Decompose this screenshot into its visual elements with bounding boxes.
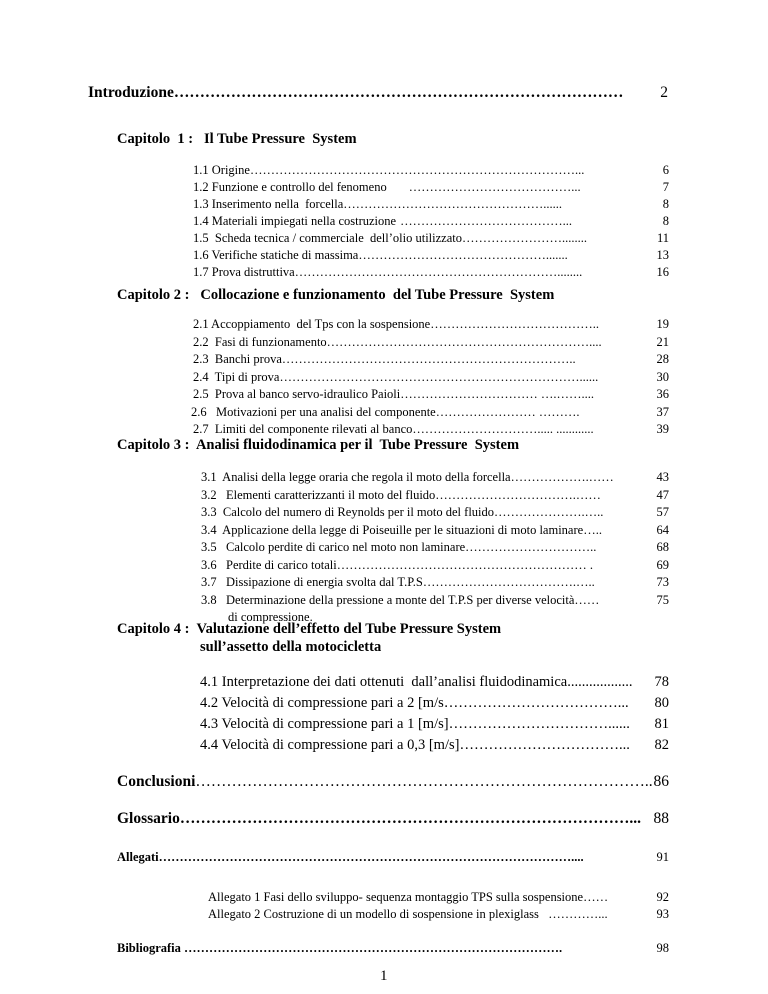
entry-page: 37 <box>656 404 669 419</box>
leader-dots: ………………….….. <box>494 505 604 519</box>
leader-dots: ……………………………………………………………………………... <box>179 810 641 827</box>
chapter-4-heading-line2: sull’assetto della motocicletta <box>200 639 382 655</box>
leader-dots: ………………………………………………………........ <box>294 265 583 279</box>
toc-entry <box>193 213 669 230</box>
entry-text: 4.2 Velocità di compressione pari a 2 [m/s <box>200 695 444 711</box>
leader-dots: ……………………………………………………………………... <box>249 163 585 177</box>
entry-page: 80 <box>654 695 669 711</box>
entry-page: 47 <box>656 487 669 502</box>
toc-entry <box>193 421 669 439</box>
toc-entry <box>193 351 669 369</box>
entry-text: 3.8 Determinazione della pressione a monte del T.P.S per diverse velocità <box>201 592 575 607</box>
entry-continuation: di compressione. <box>228 610 313 624</box>
leader-dots: ……………………………………………………………………………………….... <box>158 850 587 864</box>
entry-text: 1.4 Materiali impiegati nella costruzione <box>193 214 397 228</box>
toc-entry <box>193 386 669 404</box>
entry-page: 39 <box>656 422 669 436</box>
entry-text: 3.2 Elementi caratterizzanti il moto del fluido <box>201 487 436 502</box>
toc-entry <box>193 334 669 352</box>
toc-entry <box>200 693 669 714</box>
chapter-1-entries <box>193 162 669 281</box>
toc-entry <box>201 522 669 540</box>
entry-page: 11 <box>656 231 669 245</box>
leader-dots: ……………………………….….. <box>422 575 595 589</box>
leader-dots: …………………………………... <box>408 180 581 194</box>
page-number: 1 <box>380 968 388 984</box>
leader-dots: …………………………………………...... <box>343 197 563 211</box>
leader-dots: …… <box>583 890 609 904</box>
leader-dots: ….. <box>583 522 602 537</box>
entry-text: 2.7 Limiti del componente rilevati al banco <box>193 422 413 436</box>
toc-entry <box>193 316 669 334</box>
entry-text: Allegato 1 Fasi dello sviluppo- sequenza montaggio TPS sulla sospensione <box>208 890 584 904</box>
entry-page: 30 <box>656 369 669 384</box>
entry-text: 3.7 Dissipazione di energia svolta dal T.P.S <box>201 575 423 589</box>
chapter-3-entries <box>201 469 669 627</box>
leader-dots: ………………………….. <box>465 540 597 554</box>
chapter-3-heading: Capitolo 3 : Analisi fluidodinamica per il Tube Pressure System <box>117 437 520 453</box>
toc-entry <box>193 196 669 213</box>
entry-page: 13 <box>656 248 669 262</box>
entry-text: 4.4 Velocità di compressione pari a 0,3 [m/s] <box>200 737 460 753</box>
leader-dots: ………………………………... <box>443 695 629 711</box>
entry-page: 69 <box>656 557 669 572</box>
leader-dots: …………………… ………. <box>435 404 580 419</box>
toc-entry <box>201 592 669 610</box>
leader-dots: …………………………….…… <box>435 487 601 502</box>
toc-entry <box>200 714 669 735</box>
toc-page: 2 <box>660 84 668 101</box>
entry-page: 28 <box>656 352 669 366</box>
entry-text: 3.5 Calcolo perdite di carico nel moto non laminare <box>201 540 466 554</box>
entry-text: 1.1 Origine <box>193 163 250 177</box>
entry-page: 21 <box>656 334 669 349</box>
entry-text: 1.3 Inserimento nella forcella <box>193 197 344 211</box>
toc-allegati <box>117 850 669 865</box>
chapter-4-heading: Capitolo 4 : Valutazione dell’effetto del Tube Pressure System <box>117 621 502 637</box>
toc-introduzione <box>88 84 668 102</box>
entry-text: 3.6 Perdite di carico totali <box>201 557 337 572</box>
entry-text: 2.2 Fasi di funzionamento <box>193 334 327 349</box>
leader-dots: …… <box>574 592 600 607</box>
leader-dots: …………………………………………………………….. <box>281 352 576 366</box>
toc-entry <box>193 230 669 247</box>
entry-page: 16 <box>656 265 669 279</box>
chapter-2-entries <box>193 316 669 439</box>
leader-dots: ……………………………………………………….... <box>326 334 602 349</box>
entry-text: 3.3 Calcolo del numero di Reynolds per il moto del fluido <box>201 505 495 519</box>
entry-text: 1.7 Prova distruttiva <box>193 265 295 279</box>
entry-page: 57 <box>656 505 669 519</box>
entry-page: 73 <box>656 575 669 589</box>
entry-text: 2.6 Motivazioni per una analisi del componente <box>191 404 436 419</box>
entry-text: 3.1 Analisi della legge oraria che regola il moto della forcella <box>201 470 511 484</box>
leader-dots: …………………………… ….…….... <box>400 387 594 401</box>
entry-text: 1.6 Verifiche statiche di massima <box>193 248 359 262</box>
toc-entry <box>201 469 669 487</box>
entry-text: 2.1 Accoppiamento del Tps con la sospensione <box>193 317 431 331</box>
toc-label: Glossario <box>117 810 180 827</box>
toc-page: 98 <box>656 941 669 955</box>
entry-page: 64 <box>656 522 669 537</box>
entry-page: 78 <box>654 674 669 690</box>
leader-dots: …………………………………………………………………………….. <box>195 773 653 790</box>
toc-entry <box>193 179 669 196</box>
leader-dots: ……………………………...... <box>448 716 630 732</box>
entry-page: 7 <box>662 180 669 194</box>
entry-text: 2.4 Tipi di prova <box>193 369 280 384</box>
entry-page: 92 <box>656 890 669 904</box>
entry-text: Allegato 2 Costruzione di un modello di sospensione in plexiglass <box>208 907 539 921</box>
entry-page: 93 <box>656 907 669 921</box>
leader-dots: .................. <box>567 674 633 690</box>
toc-page: 91 <box>656 850 669 864</box>
leader-dots: ……………………........ <box>462 231 587 245</box>
entry-page: 68 <box>656 540 669 554</box>
leader-dots: …………………………………………………… . <box>336 557 593 572</box>
entry-page: 43 <box>656 470 669 484</box>
entry-text: 3.4 Applicazione della legge di Poiseuille per le situazioni di moto laminare <box>201 522 584 537</box>
toc-entry <box>193 264 669 281</box>
toc-entry <box>201 539 669 557</box>
allegati-items <box>208 889 669 923</box>
toc-entry <box>208 906 669 923</box>
entry-page: 19 <box>656 317 669 331</box>
toc-conclusioni <box>117 773 669 791</box>
leader-dots: ………………………………………....... <box>358 248 568 262</box>
entry-page: 81 <box>654 716 669 732</box>
toc-entry <box>200 672 669 693</box>
leader-dots: ………………………………………………………………………………. <box>184 941 563 955</box>
entry-text: 4.1 Interpretazione dei dati ottenuti dall’analisi fluidodinamica <box>200 674 568 690</box>
toc-page: 86 <box>653 773 669 790</box>
chapter-4-entries <box>200 672 669 756</box>
entry-page: 75 <box>656 592 669 607</box>
leader-dots: …………………………………………………………………………… <box>173 84 624 101</box>
chapter-1-heading: Capitolo 1 : Il Tube Pressure System <box>117 131 357 147</box>
toc-entry <box>201 557 669 575</box>
leader-dots: ………………………………….. <box>430 317 599 331</box>
entry-text: 1.2 Funzione e controllo del fenomeno <box>193 180 387 194</box>
entry-page: 8 <box>662 214 669 228</box>
toc-bibliografia <box>117 941 669 956</box>
toc-entry <box>193 247 669 264</box>
chapter-2-heading: Capitolo 2 : Collocazione e funzionamento del Tube Pressure System <box>117 287 555 303</box>
toc-label: Introduzione <box>88 84 174 101</box>
toc-label: Allegati <box>117 850 159 864</box>
entry-text: 4.3 Velocità di compressione pari a 1 [m/s] <box>200 716 449 732</box>
toc-label: Conclusioni <box>117 773 196 790</box>
leader-dots: ……………….…… <box>510 470 614 484</box>
entry-page: 82 <box>654 737 669 753</box>
leader-dots: …………………………………... <box>400 214 572 228</box>
entry-page: 8 <box>662 197 669 211</box>
toc-entry <box>201 487 669 505</box>
entry-text: 2.5 Prova al banco servo-idraulico Paioli <box>193 387 401 401</box>
toc-entry <box>201 504 669 522</box>
toc-page: 88 <box>653 810 669 827</box>
toc-entry <box>193 369 669 387</box>
leader-dots: …………... <box>538 907 608 921</box>
entry-text: 1.5 Scheda tecnica / commerciale dell’olio utilizzato <box>193 231 462 245</box>
leader-dots: …………………………..... ............ <box>412 422 594 436</box>
leader-dots: ………………………………………………………………...... <box>279 369 599 384</box>
entry-page: 36 <box>656 387 669 401</box>
toc-entry <box>193 162 669 179</box>
toc-entry <box>200 735 669 756</box>
entry-text: 2.3 Banchi prova <box>193 352 282 366</box>
toc-entry <box>201 574 669 592</box>
toc-glossario <box>117 810 669 828</box>
entry-page: 6 <box>662 163 669 177</box>
toc-label: Bibliografia <box>117 941 185 955</box>
leader-dots: ……………………………... <box>459 737 630 753</box>
toc-entry <box>208 889 669 906</box>
toc-entry <box>191 404 669 422</box>
